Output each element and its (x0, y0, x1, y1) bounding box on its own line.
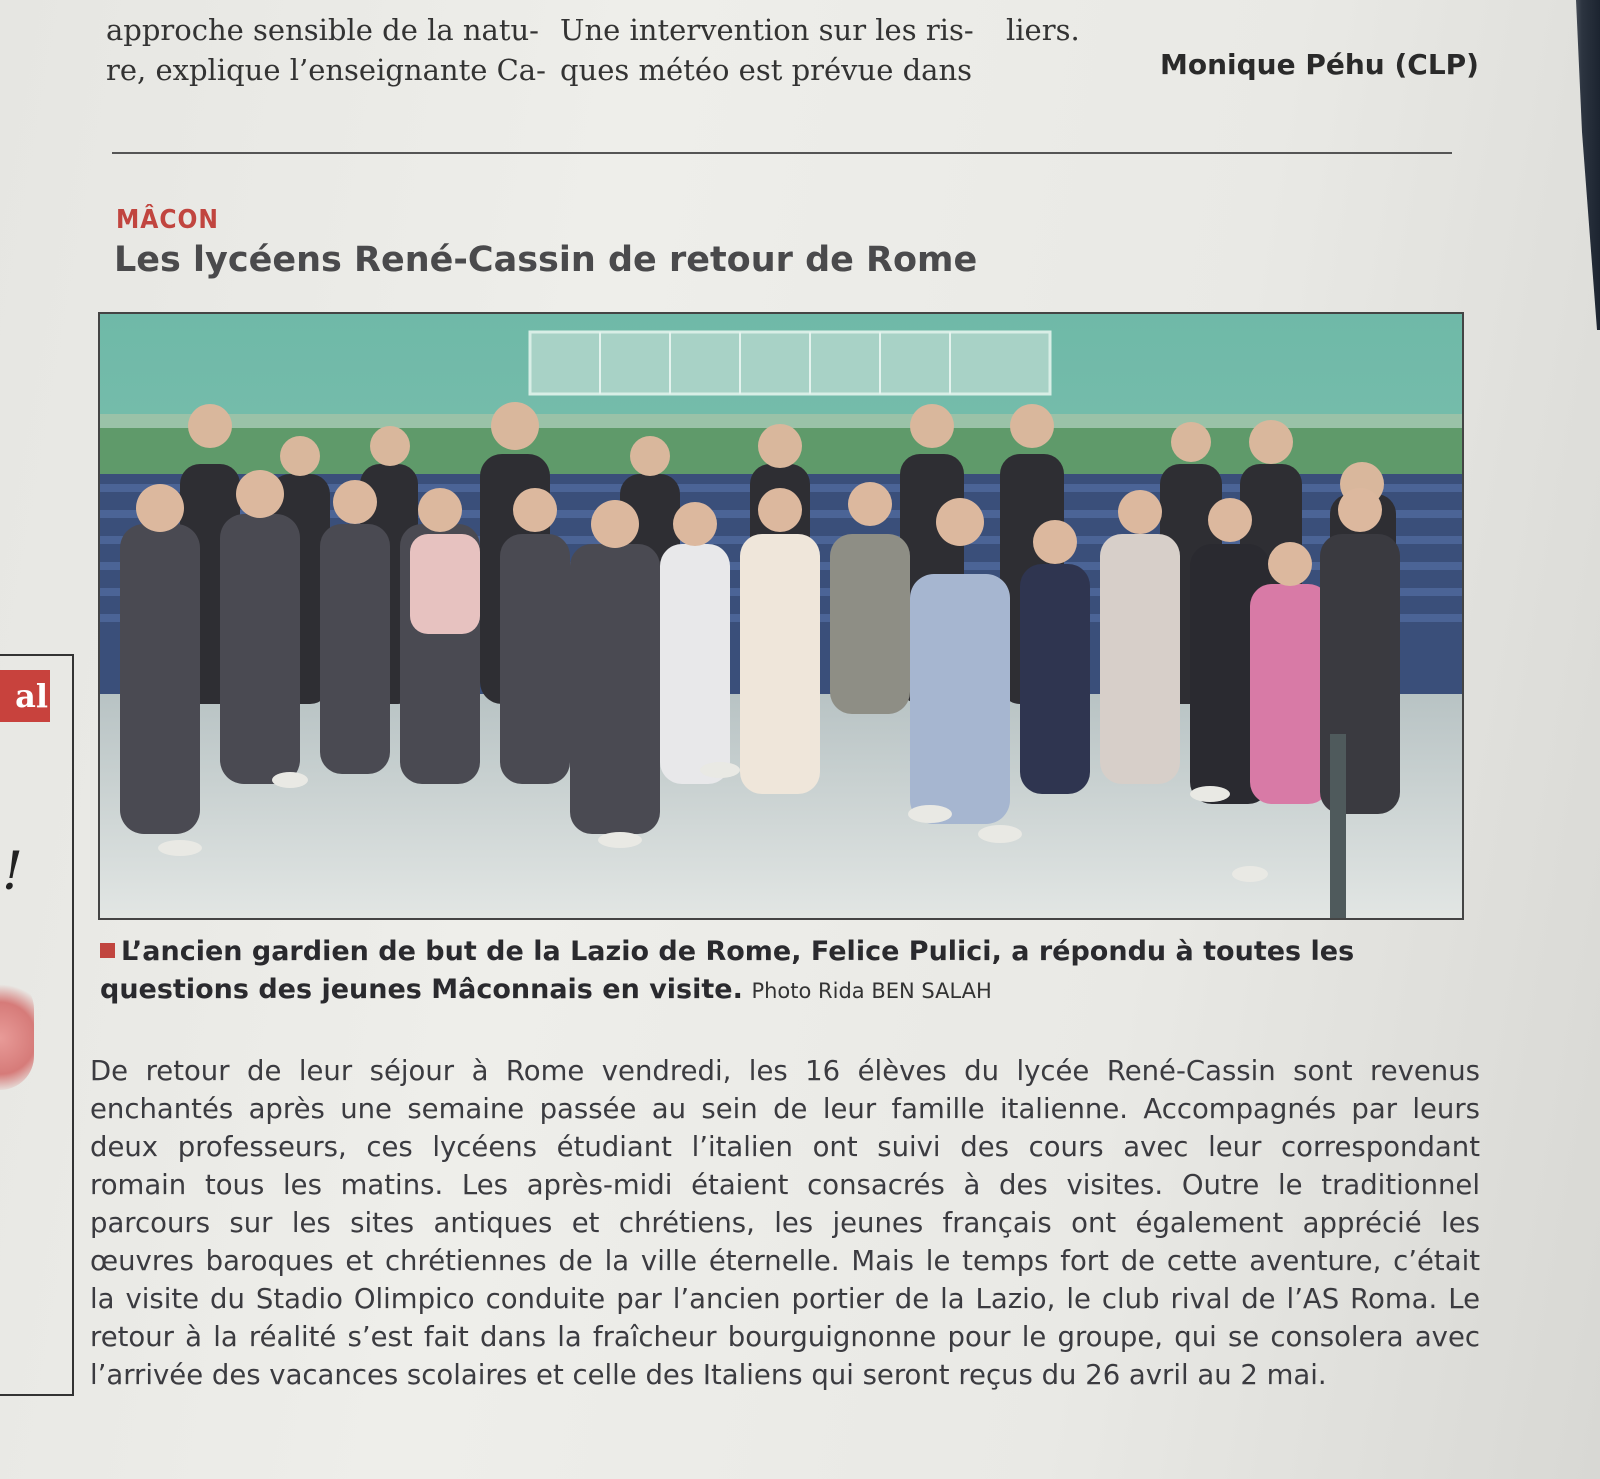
page-edge-shadow (1540, 0, 1600, 330)
prev-article-author: Monique Péhu (CLP) (1160, 48, 1479, 81)
group-photo (98, 312, 1464, 920)
caption-text-line-1: L’ancien gardien de but de la Lazio de Rome, Felice Pulici, a répondu à toutes les (121, 936, 1355, 967)
section-divider (112, 152, 1452, 154)
body-line: la visite du Stadio Olimpico conduite par l’ancien portier de la Lazio, le club rival de l’AS Roma. Le (90, 1283, 1480, 1315)
body-line: deux professeurs, ces lycéens étudiant l’italien ont suivi des cours avec leur correspondant (90, 1131, 1480, 1163)
prev-article-line: approche sensible de la natu- (106, 13, 539, 47)
body-line: romain tous les matins. Les après-midi étaient consacrés à des visites. Outre le traditionnel (90, 1169, 1480, 1201)
prev-article-line: re, explique l’enseignante Ca- (106, 53, 546, 87)
body-line: De retour de leur séjour à Rome vendredi, les 16 élèves du lycée René-Cassin sont revenus (90, 1055, 1480, 1087)
photo-caption (100, 933, 1480, 1010)
prev-article-line: liers. (1006, 13, 1080, 47)
prev-article-line: Une intervention sur les ris- (560, 13, 974, 47)
prev-article-column-2 (560, 10, 1000, 90)
body-line: l’arrivée des vacances scolaires et celle des Italiens qui seront reçus du 26 avril au 2 mai. (90, 1359, 1327, 1391)
adjacent-exclamation: ! (2, 842, 23, 902)
adjacent-image-fragment (0, 975, 34, 1090)
prev-article-column-3 (1006, 10, 1446, 50)
body-line: retour à la réalité s’est fait dans la fraîcheur bourguignonne pour le groupe, qui se consolera avec (90, 1321, 1480, 1353)
prev-article-column-1 (106, 10, 546, 90)
article-headline: Les lycéens René-Cassin de retour de Rome (114, 240, 978, 280)
body-line: œuvres baroques et chrétiennes de la ville éternelle. Mais le temps fort de cette aventure, c’était (90, 1245, 1480, 1277)
body-line: parcours sur les sites antiques et chrétiens, les jeunes français ont également apprécié les (90, 1207, 1480, 1239)
prev-article-line: ques météo est prévue dans (560, 53, 973, 87)
body-line: enchantés après une semaine passée au sein de leur famille italienne. Accompagnés par leurs (90, 1093, 1480, 1125)
caption-text-line-2: questions des jeunes Mâconnais en visite. (100, 974, 743, 1005)
caption-bullet (100, 943, 115, 958)
adjacent-brand-tag: al (0, 670, 50, 722)
group-photo-illustration (100, 314, 1462, 918)
article-kicker: MÂCON (116, 205, 220, 235)
article-body (90, 1052, 1480, 1394)
photo-credit: Photo Rida BEN SALAH (751, 979, 992, 1003)
